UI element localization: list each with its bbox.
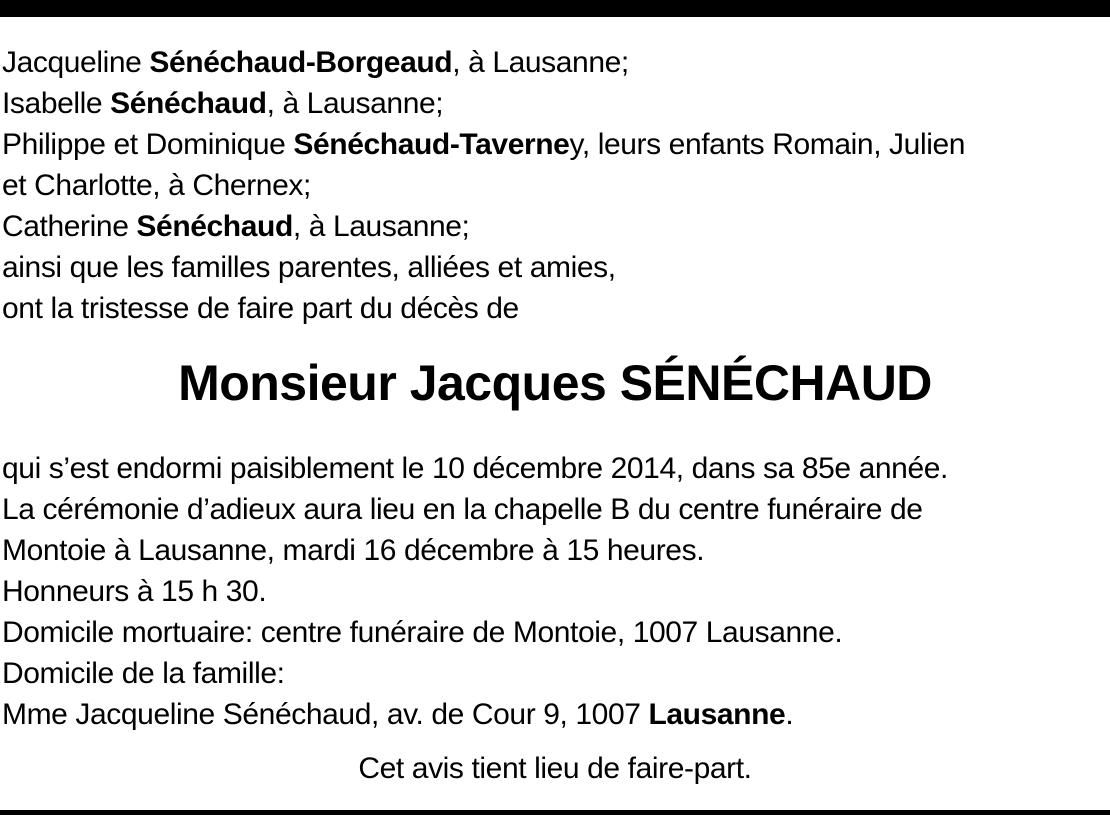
family-line (2, 288, 1108, 329)
family-surname: Sénéchaud-Borgeaud (149, 46, 453, 79)
detail-line (2, 448, 1108, 489)
line-text: Domicile de la famille: (2, 657, 285, 690)
line-text: Catherine (2, 210, 137, 243)
closing-note: Cet avis tient lieu de faire-part. (358, 752, 752, 785)
line-text: ainsi que les familles parentes, alliées et amies, (2, 251, 616, 284)
family-line (2, 124, 1108, 165)
detail-line (2, 612, 1108, 653)
detail-line (2, 694, 1108, 735)
line-text: qui s’est endormi paisiblement le 10 décembre 2014, dans sa 85e année. (2, 452, 948, 485)
detail-line (2, 530, 1108, 571)
family-surname: Sénéchaud (136, 210, 293, 243)
line-text: Philippe et Dominique (2, 128, 294, 161)
line-text: Isabelle (2, 87, 111, 120)
family-line (2, 247, 1108, 288)
line-text: Jacqueline (2, 46, 150, 79)
line-text: ont la tristesse de faire part du décès de (2, 292, 519, 325)
detail-line (2, 653, 1108, 694)
family-surname: Sénéchaud-Taverne (293, 128, 570, 161)
family-line (2, 165, 1108, 206)
bottom-border (0, 810, 1110, 815)
family-surname: Sénéchaud (110, 87, 267, 120)
family-list (2, 42, 1108, 329)
line-text: , à Lausanne; (266, 87, 444, 120)
family-line (2, 42, 1108, 83)
family-line (2, 206, 1108, 247)
family-line (2, 83, 1108, 124)
line-text: Mme Jacqueline Sénéchaud, av. de Cour 9, 1007 (2, 698, 649, 731)
detail-line (2, 571, 1108, 612)
ceremony-details (2, 448, 1108, 735)
line-text: Montoie à Lausanne, mardi 16 décembre à 15 heures. (2, 534, 705, 567)
line-text: et Charlotte, à Chernex; (2, 169, 311, 202)
line-text: Domicile mortuaire: centre funéraire de Montoie, 1007 Lausanne. (2, 616, 843, 649)
detail-line (2, 489, 1108, 530)
line-text: Honneurs à 15 h 30. (2, 575, 267, 608)
line-text: La cérémonie d’adieux aura lieu en la chapelle B du centre funéraire de (2, 493, 923, 526)
line-text: . (785, 698, 794, 731)
deceased-name: Monsieur Jacques SÉNÉCHAUD (178, 355, 932, 411)
line-text: , à Lausanne; (452, 46, 629, 79)
top-border (0, 0, 1110, 17)
line-text: y, leurs enfants Romain, Julien (569, 128, 966, 161)
line-text: , à Lausanne; (292, 210, 470, 243)
bold-text: Lausanne (648, 698, 786, 731)
